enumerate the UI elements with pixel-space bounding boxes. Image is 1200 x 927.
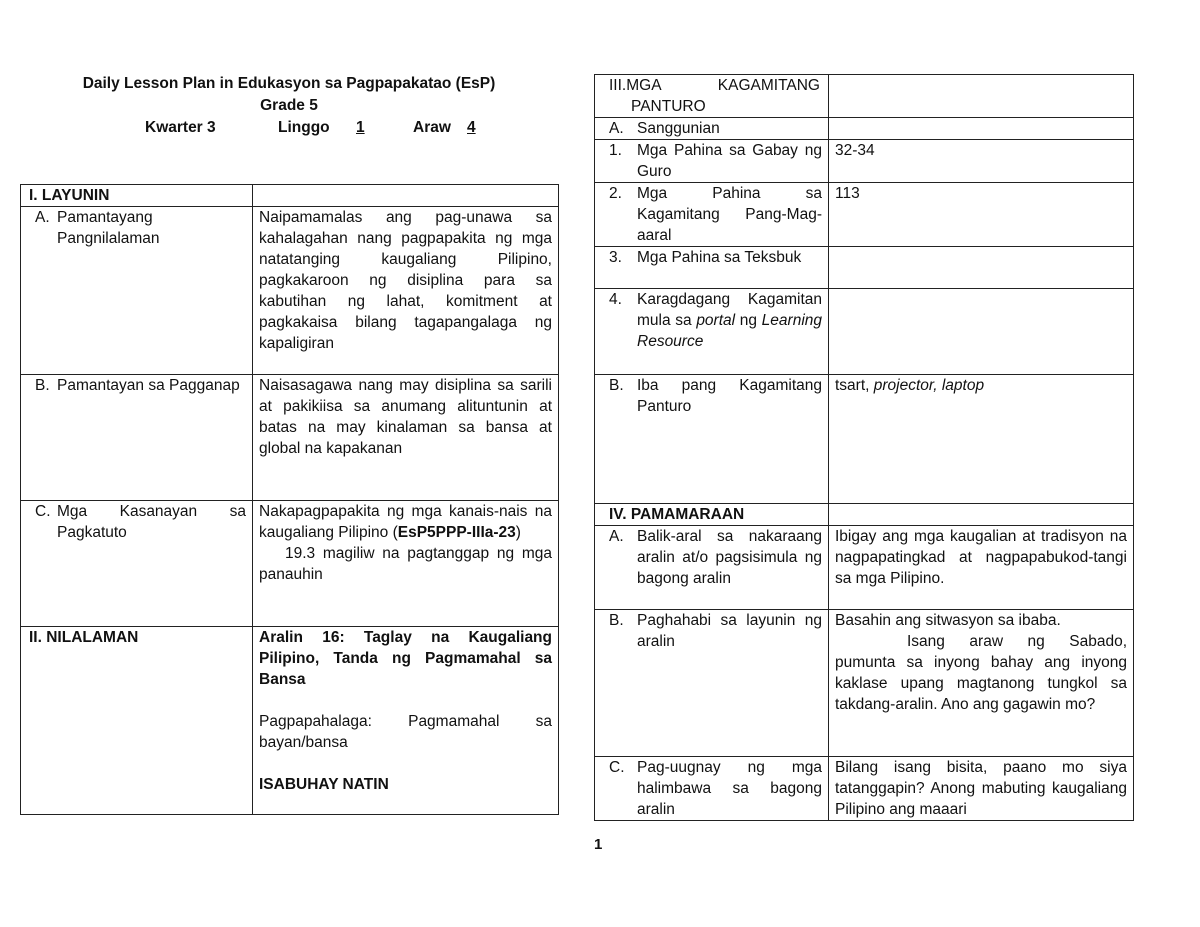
kasanayan-text: Nakapagpapakita ng mga kanais-nais na kaugaliang Pilipino (EsP5PPP-IIIa-23) xyxy=(259,503,552,541)
nilalaman-row xyxy=(21,627,559,815)
item-marker: B. xyxy=(609,612,624,629)
pag-uugnay-label: Pag-uugnay ng mga halimbawa sa bagong aralin xyxy=(637,759,822,818)
pamamaraan-row xyxy=(595,504,1134,526)
kagamitan-heading-line: III.MGA KAGAMITANG xyxy=(609,77,820,94)
isabuhay-text: ISABUHAY NATIN xyxy=(259,776,389,793)
item-marker: 4. xyxy=(609,291,622,308)
kasanayan-subtext: 19.3 magiliw na pagtanggap ng mga panauhin xyxy=(259,545,552,583)
iba-pang-kagamitan-row xyxy=(595,375,1134,504)
sanggunian-row xyxy=(595,118,1134,140)
item-marker: C. xyxy=(609,759,625,776)
pag-uugnay-text: Bilang isang bisita, paano mo siya tatanggapin? Anong mabuting kaugaliang Pilipino ang maaari xyxy=(829,757,1134,821)
paghahabi-instruction: Basahin ang sitwasyon sa ibaba. xyxy=(835,612,1061,629)
item-marker: 1. xyxy=(609,142,622,159)
pagpapahalaga-text: Pagpapahalaga: Pagmamahal sa bayan/bansa xyxy=(259,713,552,751)
grade-label: Grade 5 xyxy=(260,97,318,114)
item-marker: B. xyxy=(35,377,50,394)
pamantayan-sa-pagganap-text: Naisasagawa nang may disiplina sa sarili at pakikiisa sa anumang alituntunin at batas na may kinalaman sa bansa at global na kapakanan xyxy=(253,375,559,501)
aralin-title: Aralin 16: Taglay na Kaugaliang Pilipino, Tanda ng Pagmamahal sa Bansa xyxy=(259,629,552,688)
item-marker: 3. xyxy=(609,249,622,266)
teksbuk-label: Mga Pahina sa Teksbuk xyxy=(637,249,802,266)
iba-pang-kagamitan-label: Iba pang Kagamitang Panturo xyxy=(637,377,822,415)
item-marker: 2. xyxy=(609,185,622,202)
right-lesson-table xyxy=(594,74,1134,821)
karagdagang-kagamitan-label: Karagdagang Kagamitan mula sa portal ng Learning Resource xyxy=(637,291,822,350)
balik-aral-label: Balik-aral sa nakaraang aralin at/o pagsisimula ng bagong aralin xyxy=(637,528,822,587)
document-title: Daily Lesson Plan in Edukasyon sa Pagpapakatao (EsP) xyxy=(82,75,496,92)
layunin-heading: I. LAYUNIN xyxy=(21,185,253,207)
item-marker: A. xyxy=(609,528,624,545)
item-marker: A. xyxy=(609,120,624,137)
kasanayan-label: Mga Kasanayan sa Pagkatuto xyxy=(57,503,246,541)
balik-aral-row xyxy=(595,526,1134,610)
iba-pang-kagamitan-value: tsart, projector, laptop xyxy=(829,375,1134,504)
paghahabi-label: Paghahabi sa layunin ng aralin xyxy=(637,612,822,650)
balik-aral-text: Ibigay ang mga kaugalian at tradisyon na nagpapatingkad at nagpapabukod-tangi sa mga Pilipino. xyxy=(829,526,1134,610)
teksbuk-row xyxy=(595,247,1134,289)
page-number: 1 xyxy=(594,836,603,853)
gabay-guro-value: 32-34 xyxy=(829,140,1134,183)
pamantayan-sa-pagganap-label: Pamantayan sa Pagganap xyxy=(57,377,240,394)
sanggunian-label: Sanggunian xyxy=(637,120,720,137)
item-marker: A. xyxy=(35,209,50,226)
pamantayan-sa-pagganap-row xyxy=(21,375,559,501)
left-lesson-table xyxy=(20,184,559,815)
linggo-label: Linggo xyxy=(278,119,330,136)
araw-label: Araw xyxy=(413,119,451,136)
gabay-guro-row xyxy=(595,140,1134,183)
kagamitang-mag-aaral-value: 113 xyxy=(829,183,1134,247)
lesson-plan-header xyxy=(20,73,558,139)
kagamitang-mag-aaral-label: Mga Pahina sa Kagamitang Pang-Mag-aaral xyxy=(637,185,822,244)
paghahabi-situation: Isang araw ng Sabado, pumunta sa inyong bahay ang inyong kaklase upang magtanong tungkol sa takdang-aralin. Ano ang gagawin mo? xyxy=(835,633,1127,713)
gabay-guro-label: Mga Pahina sa Gabay ng Guro xyxy=(637,142,822,180)
kasanayan-row xyxy=(21,501,559,627)
kagamitang-mag-aaral-row xyxy=(595,183,1134,247)
pamantayang-pangnilalaman-label: Pamantayang Pangnilalaman xyxy=(57,209,160,247)
nilalaman-heading: II. NILALAMAN xyxy=(21,627,253,815)
kagamitan-row: III.MGA KAGAMITANG PANTURO xyxy=(595,75,1134,118)
item-marker: B. xyxy=(609,377,624,394)
pag-uugnay-row xyxy=(595,757,1134,821)
pamantayang-pangnilalaman-row xyxy=(21,207,559,375)
item-marker: C. xyxy=(35,503,51,520)
layunin-row xyxy=(21,185,559,207)
karagdagang-kagamitan-row xyxy=(595,289,1134,375)
kwarter-label: Kwarter 3 xyxy=(145,119,216,136)
competency-code: EsP5PPP-IIIa-23 xyxy=(397,524,516,541)
kwarter-linggo-araw-row xyxy=(20,117,558,139)
paghahabi-row xyxy=(595,610,1134,757)
linggo-value: 1 xyxy=(356,119,365,136)
pamamaraan-heading: IV. PAMAMARAAN xyxy=(595,504,829,526)
araw-value: 4 xyxy=(467,119,476,136)
pamantayang-pangnilalaman-text: Naipamamalas ang pag-unawa sa kahalagahan nang pagpapakita ng mga natatanging kaugaliang Pilipino, pagkakaroon ng disiplina para sa kabutihan ng lahat, komitment at pagkakaisa bilang tagapangalaga ng kapaligiran xyxy=(253,207,559,375)
